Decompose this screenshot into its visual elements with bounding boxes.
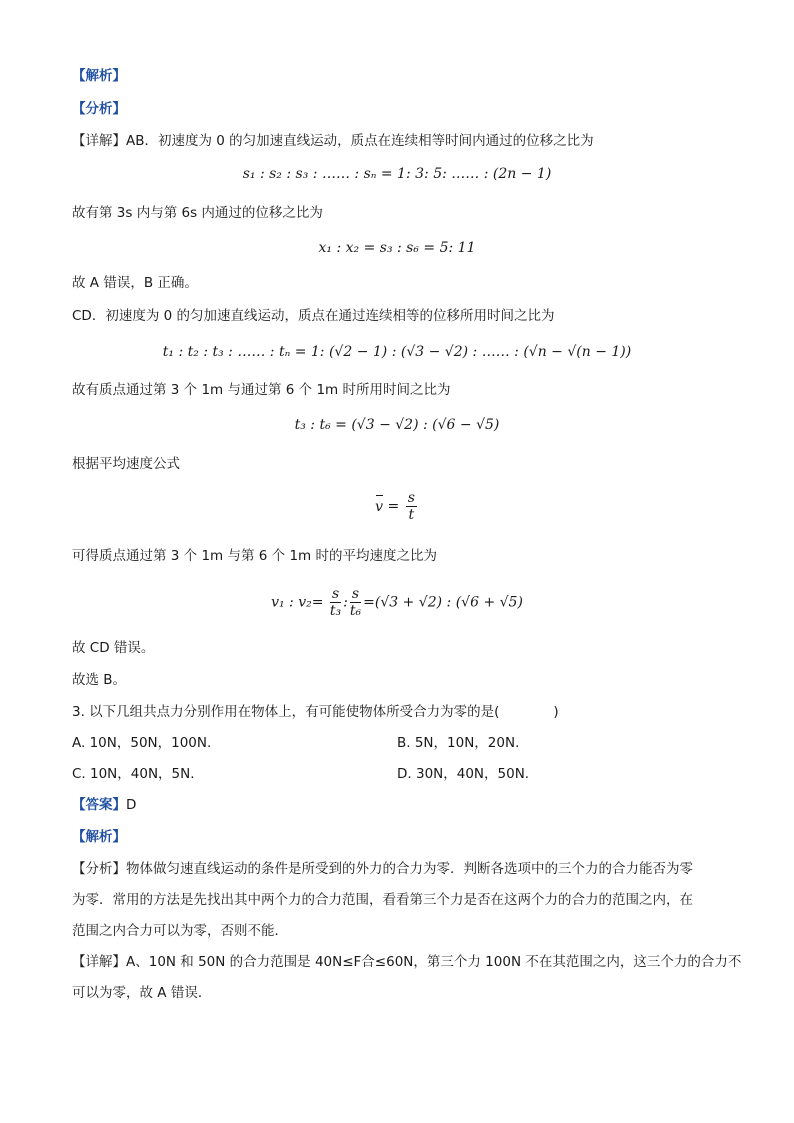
equation-v1-v2: v₁ : v₂= $\frac{s}{\text{t₃}}$ : $\frac{s}{\text{t₆}}$ =(√3 + √2) : (√6 + √5)	[271, 586, 523, 619]
option-d: D. 30N，40N，50N.	[397, 766, 530, 782]
text-average-velocity-ratio: 可得质点通过第 3 个 1m 与第 6 个 1m 时的平均速度之比为	[72, 548, 437, 564]
text-third-sixth-meter: 故有质点通过第 3 个 1m 与通过第 6 个 1m 时所用时间之比为	[72, 382, 451, 398]
xiangjie-cd: CD．初速度为 0 的匀加速直线运动，质点在通过连续相等的位移所用时间之比为	[72, 308, 555, 324]
fraction-numerator: s	[407, 490, 415, 506]
fenxi-2-line-2: 为零．常用的方法是先找出其中两个力的合力范围，看看第三个力是否在这两个力的合力的范围之内，在	[72, 892, 693, 908]
equation-displacement-ratio: s₁ : s₂ : s₃ : …… : sₙ = 1: 3: 5: …… : (2n − 1)	[242, 166, 552, 182]
option-c: C. 10N，40N，5N.	[72, 766, 195, 782]
answer-value: D	[126, 797, 137, 813]
heading-fenxi-1: 【分析】	[72, 101, 126, 117]
fraction-s-over-t3	[330, 586, 341, 619]
fraction-s-over-t	[406, 490, 417, 523]
text-a-wrong-b-right: 故 A 错误，B 正确。	[72, 275, 198, 291]
heading-jiexi-1: 【解析】	[72, 68, 126, 84]
fraction-s-over-t6	[350, 586, 361, 619]
fraction-denominator: t₆	[349, 603, 362, 619]
xiangjie-ab: 【详解】AB．初速度为 0 的匀加速直线运动，质点在连续相等时间内通过的位移之比为	[72, 133, 594, 149]
fenxi-2-line-1: 【分析】物体做匀速直线运动的条件是所受到的外力的合力为零．判断各选项中的三个力的合力能否为零	[72, 861, 693, 877]
answer-label: 【答案】D	[72, 797, 137, 813]
equation-time-ratio: t₁ : t₂ : t₃ : …… : tₙ = 1: (√2 − 1) : (√3 − √2) : …… : (√n − √(n − 1))	[162, 344, 632, 360]
question-3: 3. 以下几组共点力分别作用在物体上，有可能使物体所受合力为零的是( )	[72, 704, 559, 720]
text-cd-wrong: 故 CD 错误。	[72, 640, 155, 656]
fenxi-2-line-3: 范围之内合力可以为零，否则不能．	[72, 923, 288, 939]
fraction-numerator: s	[350, 586, 361, 603]
option-b: B. 5N，10N，20N.	[397, 735, 520, 751]
fraction-denominator: t	[408, 507, 415, 523]
equation-t3-t6: t₃ : t₆ = (√3 − √2) : (√6 − √5)	[294, 417, 500, 433]
text-average-velocity-formula: 根据平均速度公式	[72, 456, 180, 472]
text-3s-6s: 故有第 3s 内与第 6s 内通过的位移之比为	[72, 205, 323, 221]
eq6-lhs: v₁ : v₂=	[271, 594, 324, 611]
eq6-rhs: =(√3 + √2) : (√6 + √5)	[363, 594, 523, 611]
heading-jiexi-2: 【解析】	[72, 829, 126, 845]
equation-x1-x2: x₁ : x₂ = s₃ : s₆ = 5: 11	[318, 240, 476, 256]
equation-average-velocity: v = $\frac{s}{t}$	[375, 490, 415, 523]
fraction-denominator: t₃	[329, 603, 342, 619]
xiangjie-2-line-1: 【详解】A、10N 和 50N 的合力范围是 40N≤F合≤60N，第三个力 100N 不在其范围之内，这三个力的合力不	[72, 954, 742, 970]
text-choose-b: 故选 B。	[72, 672, 127, 688]
fraction-numerator: s	[330, 586, 341, 603]
v-bar-symbol: v	[375, 498, 384, 515]
option-a: A. 10N，50N，100N.	[72, 735, 212, 751]
xiangjie-2-line-2: 可以为零，故 A 错误．	[72, 985, 212, 1001]
